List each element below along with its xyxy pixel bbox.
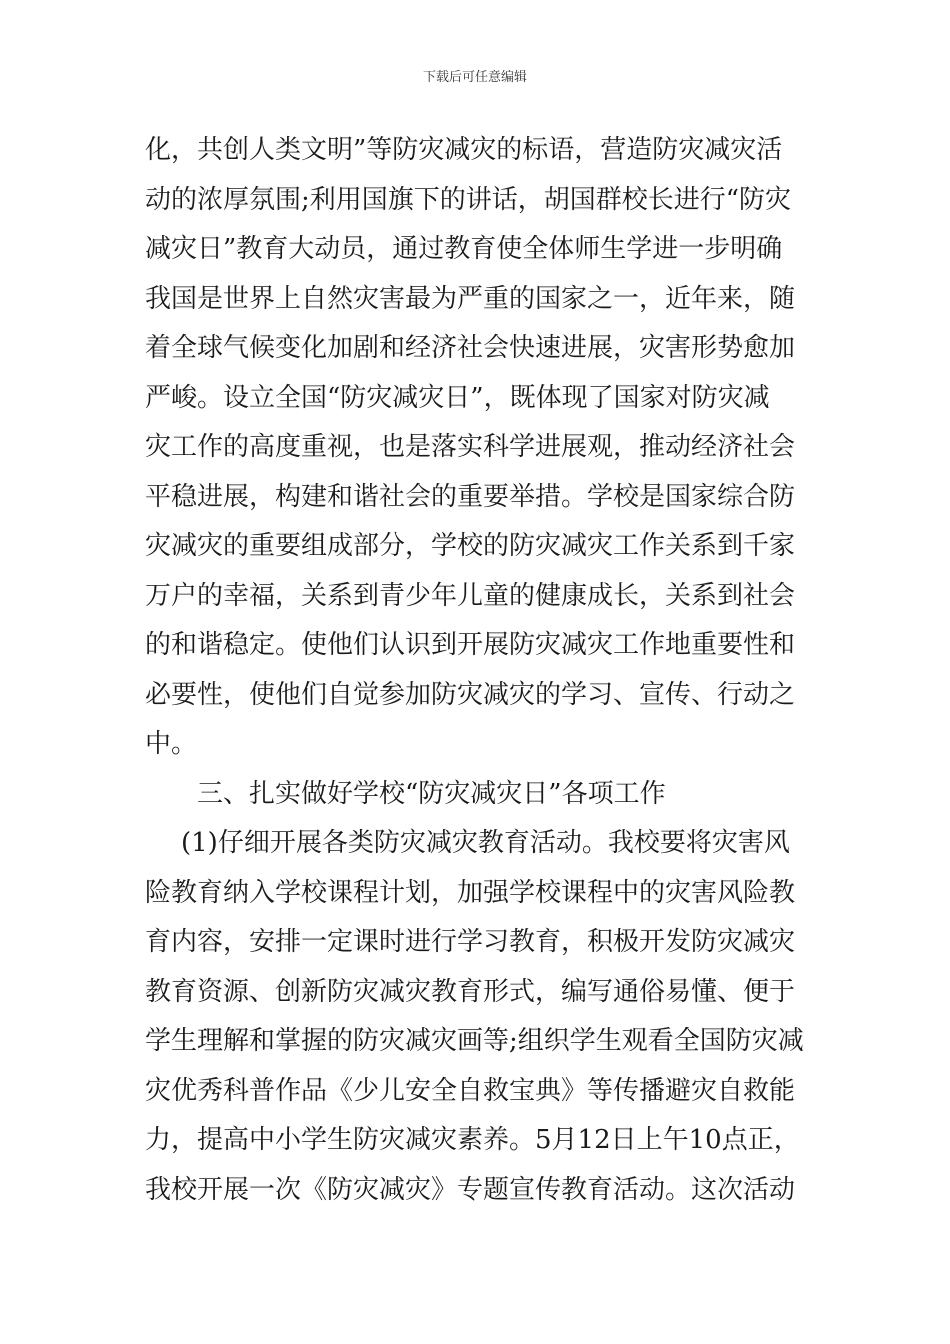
text-line: 学生理解和掌握的防灾减灾画等;组织学生观看全国防灾减 (145, 1026, 804, 1056)
text-line: 育内容，安排一定课时进行学习教育，积极开发防灾减灾 (145, 927, 796, 957)
text-line: 力，提高中小学生防灾减灾素养。5月12日上午10点正， (145, 1125, 800, 1155)
section-heading: 三、扎实做好学校“防灾减灾日”各项工作 (197, 778, 666, 809)
text-line: 灾优秀科普作品《少儿安全自救宝典》等传播避灾自救能 (145, 1075, 796, 1106)
text-line: 险教育纳入学校课程计划，加强学校课程中的灾害风险教 (145, 877, 796, 908)
text-line: 平稳进展，构建和谐社会的重要举措。学校是国家综合防 (145, 481, 796, 512)
text-line: 教育资源、创新防灾减灾教育形式，编写通俗易懂、便于 (145, 976, 796, 1007)
text-line: 的和谐稳定。使他们认识到开展防灾减灾工作地重要性和 (145, 630, 796, 660)
text-line: 减灾日”教育大动员，通过教育使全体师生学进一步明确 (145, 234, 783, 264)
text-line: (1)仔细开展各类防灾减灾教育活动。我校要将灾害风 (181, 828, 790, 858)
text-line: 我校开展一次《防灾减灾》专题宣传教育活动。这次活动 (145, 1174, 796, 1205)
text-line: 必要性，使他们自觉参加防灾减灾的学习、宣传、行动之 (145, 679, 796, 710)
body-text (145, 126, 815, 1215)
text-line: 严峻。设立全国“防灾减灾日”，既体现了国家对防灾减 (145, 382, 770, 413)
text-line: 灾减灾的重要组成部分，学校的防灾减灾工作关系到千家 (145, 531, 796, 561)
text-line: 化，共创人类文明”等防灾减灾的标语，营造防灾减灾活 (145, 135, 783, 165)
page-header: 下载后可任意编辑 (422, 70, 527, 85)
text-line: 动的浓厚氛围;利用国旗下的讲话，胡国群校长进行“防灾 (145, 184, 792, 215)
text-line: 万户的幸福，关系到青少年儿童的健康成长，关系到社会 (145, 580, 796, 611)
text-line: 中。 (145, 729, 198, 759)
text-line: 灾工作的高度重视，也是落实科学进展观，推动经济社会 (145, 432, 796, 462)
text-line: 着全球气候变化加剧和经济社会快速进展，灾害形势愈加 (145, 333, 796, 363)
text-line: 我国是世界上自然灾害最为严重的国家之一，近年来，随 (145, 283, 796, 314)
